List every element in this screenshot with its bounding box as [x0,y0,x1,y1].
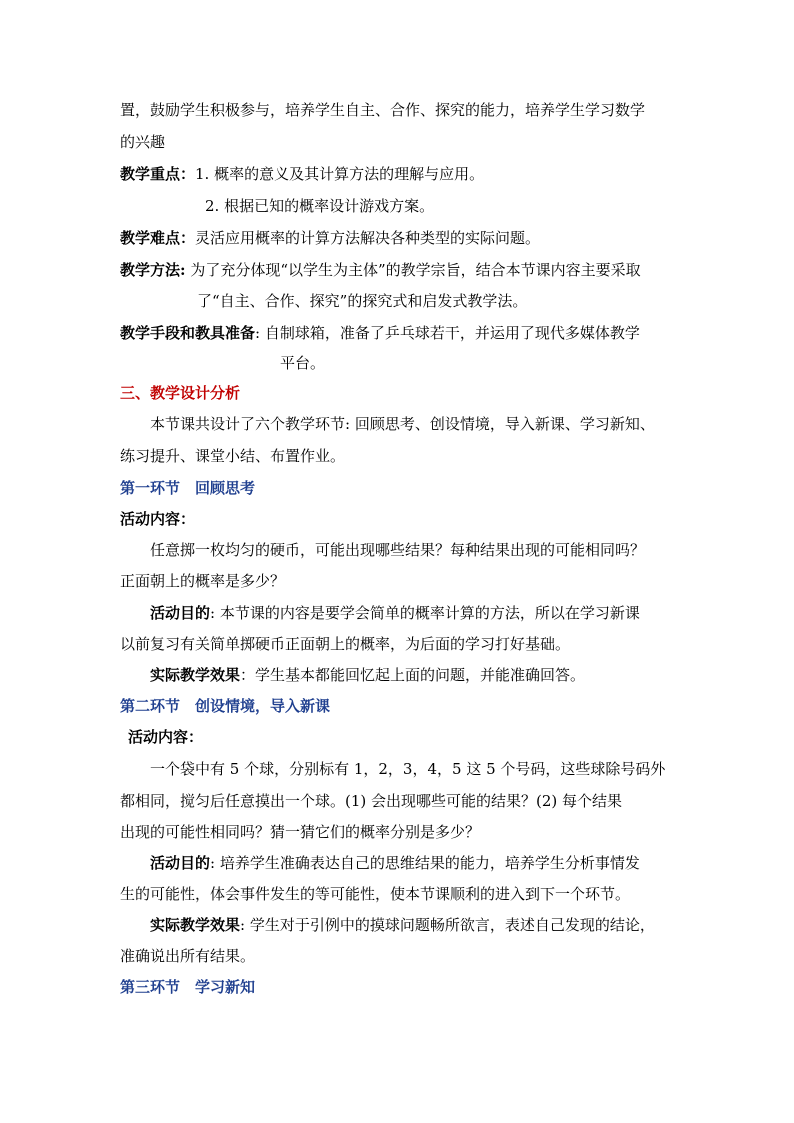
text-run: 都相同，搅匀后任意摸出一个球。(1) 会出现哪些可能的结果？(2) 每个结果 [120,792,623,810]
bold-label: 实际教学效果 [150,666,241,684]
text-run: 正面朝上的概率是多少？ [120,572,286,590]
text-run: 任意掷一枚均匀的硬币，可能出现哪些结果？每种结果出现的可能相同吗？ [150,541,646,559]
text-run: 2. 根据已知的概率设计游戏方案。 [205,197,435,215]
bold-label: 第三环节 学习新知 [120,978,256,996]
text-run: 平台。 [280,354,326,372]
text-line [150,414,655,434]
bold-label: 教学重点： [120,165,196,183]
bold-label: 活动目的 [150,604,211,622]
text-line [150,853,640,873]
text-run: 灵活应用概率的计算方法解决各种类型的实际问题。 [195,229,541,247]
text-run: 置，鼓励学生积极参与，培养学生自主、合作、探究的能力，培养学生学习数学 [120,101,646,119]
text-line [120,571,285,591]
text-line [205,196,434,216]
text-run: 准确说出所有结果。 [120,947,256,965]
text-line [150,540,645,560]
text-run: : 本节课的内容是要学会简单的概率计算的方法，所以在学习新课 [210,604,640,622]
text-run: 出现的可能性相同吗？猜一猜它们的概率分别是多少？ [120,823,481,841]
text-run: 为了充分体现“以学生为主体”的教学宗旨，结合本节课内容主要采取 [185,261,641,279]
text-run: 以前复习有关简单掷硬币正面朝上的概率，为后面的学习打好基础。 [120,635,571,653]
text-run: 生的可能性，体会事件发生的等可能性，使本节课顺利的进入到下一个环节。 [120,885,631,903]
text-line [280,353,325,373]
text-run: 1. 概率的意义及其计算方法的理解与应用。 [195,165,485,183]
text-run: 本节课共设计了六个教学环节: 回顾思考、创设情境，导入新课、学习新知、 [150,415,655,433]
text-line [120,791,622,811]
text-line [120,323,640,343]
text-run: 练习提升、课堂小结、布置作业。 [120,447,346,465]
text-line [120,228,540,248]
text-run: : 自制球箱，准备了乒乓球若干，并运用了现代多媒体教学 [255,324,640,342]
text-run: 的兴趣 [120,133,166,151]
bold-label: 第二环节 创设情境，导入新课 [120,697,331,715]
text-line [120,260,641,280]
bold-label: 活动目的 [150,854,211,872]
text-line [120,132,165,152]
text-run: : 学生对于引例中的摸球问题畅所欲言，表述自己发现的结论， [240,916,655,934]
step-heading [120,478,255,498]
bold-label: 教学手段和教具准备 [120,324,256,342]
text-run: ：学生基本都能回忆起上面的问题，并能准确回答。 [240,666,586,684]
text-run: 一个袋中有 5 个球，分别标有 1，2，3，4，5 这 5 个号码，这些球除号码外 [150,760,666,778]
text-line [120,884,630,904]
text-run: 了“自主、合作、探究”的探究式和启发式教学法。 [197,292,528,310]
text-line [150,665,585,685]
text-run: : 培养学生准确表达自己的思维结果的能力，培养学生分析事情发 [210,854,640,872]
text-line [128,727,203,747]
text-line [120,634,570,654]
bold-label: 实际教学效果 [150,916,241,934]
text-line [150,759,665,779]
bold-label: 教学难点： [120,229,196,247]
step-heading [120,977,255,997]
bold-label: 第一环节 回顾思考 [120,479,256,497]
bold-label: 教学方法: [120,261,186,279]
text-line [120,822,480,842]
text-line [120,946,255,966]
step-heading [120,696,330,716]
bold-label: 活动内容： [128,728,204,746]
text-line [120,446,345,466]
section-heading [120,383,240,403]
bold-label: 活动内容： [120,510,196,528]
text-line [120,164,484,184]
text-line [120,100,645,120]
text-line [197,291,527,311]
bold-label: 三、教学设计分析 [120,384,241,402]
text-line [150,603,640,623]
text-line [120,509,195,529]
text-line [150,915,655,935]
